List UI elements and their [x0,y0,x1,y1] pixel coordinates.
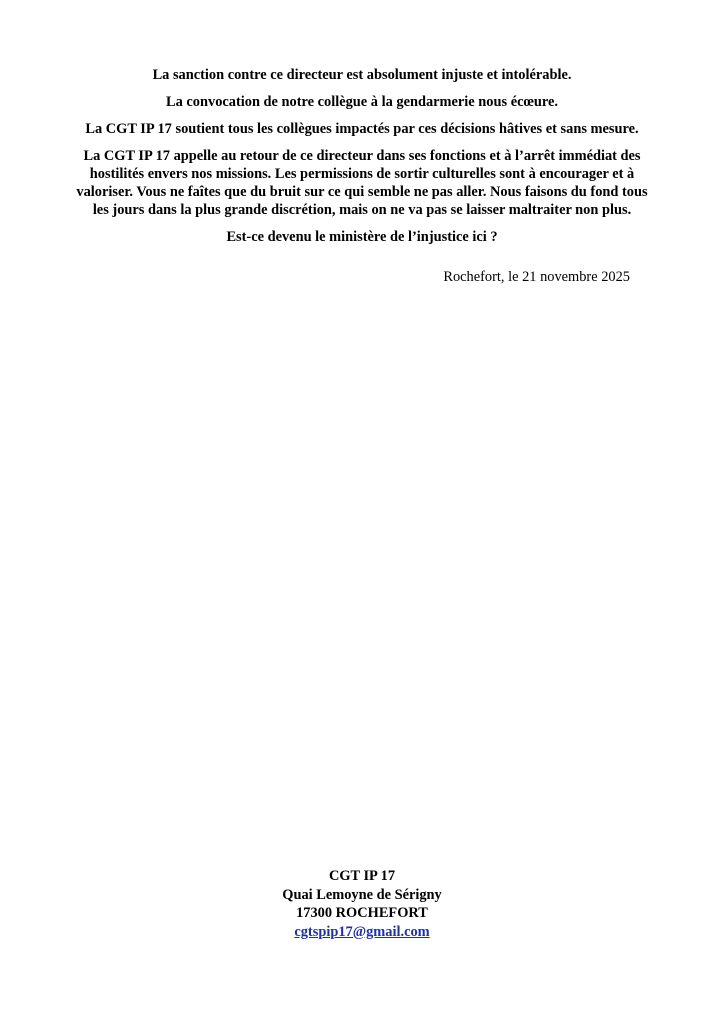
footer-contact [162,867,562,941]
statement-question: Est-ce devenu le ministère de l’injustice ici ? [226,229,498,245]
statement-convocation: La convocation de notre collègue à la gendarmerie nous écœure. [166,94,558,110]
statement-block [68,66,656,255]
place-date: Rochefort, le 21 novembre 2025 [443,269,630,285]
footer-address-line2: 17300 ROCHEFORT [296,905,428,921]
statement-sanction: La sanction contre ce directeur est absolument injuste et intolérable. [152,67,572,83]
footer-email-link[interactable]: cgtspip17@gmail.com [294,923,430,940]
statement-support: La CGT IP 17 soutient tous les collègues impactés par ces décisions hâtives et sans mesure. [85,121,639,137]
footer-address-line1: Quai Lemoyne de Sérigny [282,886,442,903]
footer-org-name: CGT IP 17 [328,868,396,884]
statement-appeal: La CGT IP 17 appelle au retour de ce directeur dans ses fonctions et à l’arrêt immédiat des hostilités envers nos missions. Les permissions de sortir culturelles sont à encourager et à valoriser. Vous ne faîtes que du bruit sur ce qui semble ne pas aller. Nous faisons du fond tous les jours dans la plus grande discrétion, mais on ne va pas se laisser maltraiter non plus. [76,148,648,218]
